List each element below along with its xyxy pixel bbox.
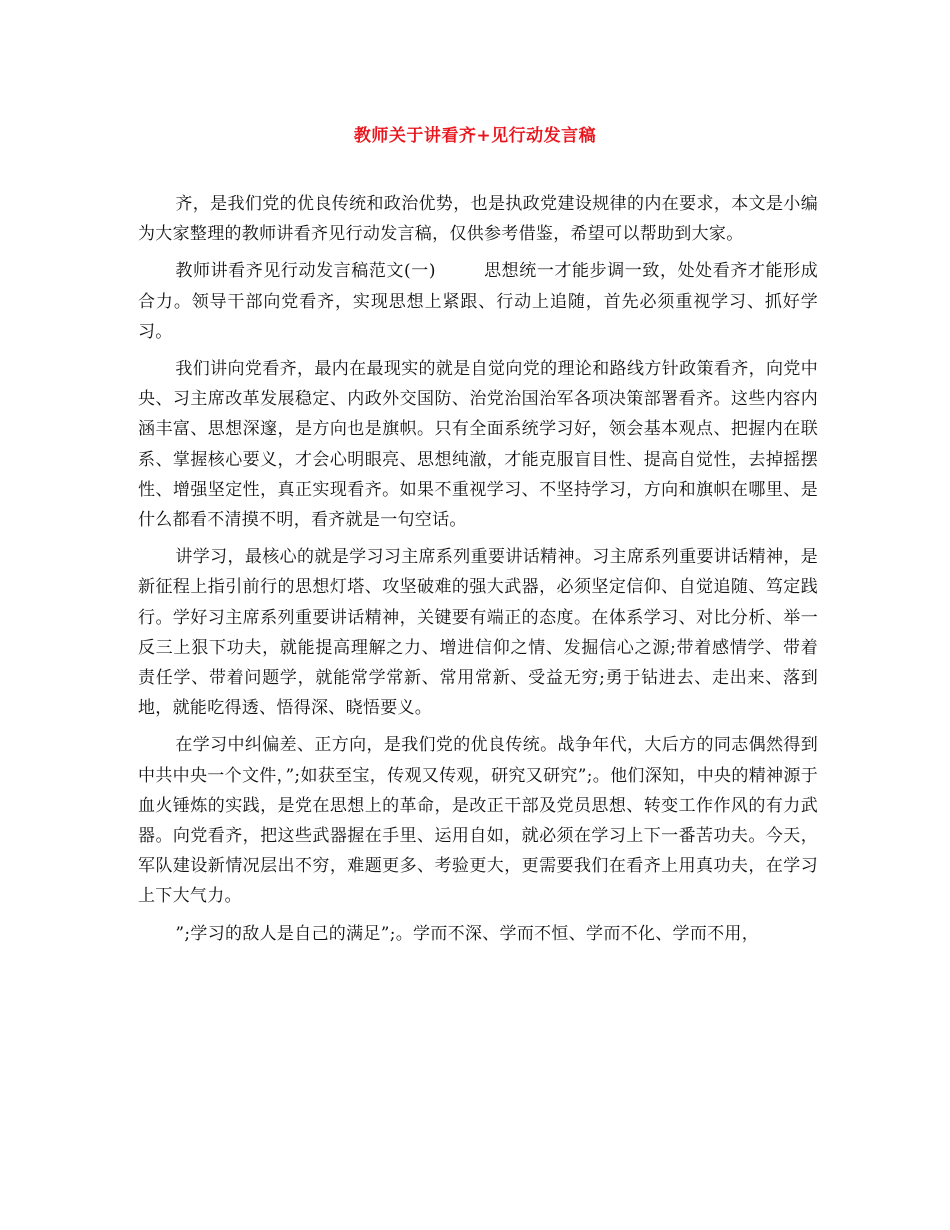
- paragraph-example-one: [138, 256, 818, 347]
- paragraph-tradition: 在学习中纠偏差、正方向，是我们党的优良传统。战争年代，大后方的同志偶然得到中共中央一个文件，”;如获至宝，传观又传观，研究又研究”;。他们深知，中央的精神源于血火锤炼的实践，是党在思想上的革命，是改正干部及党员思想、转变工作作风的有力武器。向党看齐，把这些武器握在手里、运用自如，就必须在学习上下一番苦功夫。今天，军队建设新情况层出不穷，难题更多、考验更大，更需要我们在看齐上用真功夫，在学习上下大气力。: [138, 735, 818, 907]
- example-heading: 教师讲看齐见行动发言稿范文(一): [175, 261, 436, 282]
- paragraph-enemy-of-learning: ”;学习的敌人是自己的满足”;。学而不深、学而不恒、学而不化、学而不用，: [175, 923, 760, 944]
- paragraph-study-speeches: 讲学习，最核心的就是学习习主席系列重要讲话精神。习主席系列重要讲话精神，是新征程上指引前行的思想灯塔、攻坚破难的强大武器，必须坚定信仰、自觉追随、笃定践行。学好习主席系列重要讲话精神，关键要有端正的态度。在体系学习、对比分析、举一反三上狠下功夫，就能提高理解之力、增进信仰之情、发掘信心之源;带着感情学、带着责任学、带着问题学，就能常学常新、常用常新、受益无穷;勇于钻进去、走出来、落到地，就能吃得透、悟得深、晓悟要义。: [138, 547, 818, 719]
- document-body: [138, 189, 818, 956]
- paragraph-intro: 齐，是我们党的优良传统和政治优势，也是执政党建设规律的内在要求，本文是小编为大家整理的教师讲看齐见行动发言稿，仅供参考借鉴，希望可以帮助到大家。: [138, 194, 818, 245]
- document-title: 教师关于讲看齐+见行动发言稿: [353, 126, 597, 146]
- example-text: 思想统一才能步调一致，处处看齐才能形成合力。领导干部向党看齐，实现思想上紧跟、行动上追随，首先必须重视学习、抓好学习。: [138, 261, 818, 342]
- paragraph-look-to-party: 我们讲向党看齐，最内在最现实的就是自觉向党的理论和路线方针政策看齐，向党中央、习主席改革发展稳定、内政外交国防、治党治国治军各项决策部署看齐。这些内容内涵丰富、思想深邃，是方向也是旗帜。只有全面系统学习好，领会基本观点、把握内在联系、掌握核心要义，才会心明眼亮、思想纯澈，才能克服盲目性、提高自觉性，去掉摇摆性、增强坚定性，真正实现看齐。如果不重视学习、不坚持学习，方向和旗帜在哪里、是什么都看不清摸不明，看齐就是一句空话。: [138, 359, 818, 531]
